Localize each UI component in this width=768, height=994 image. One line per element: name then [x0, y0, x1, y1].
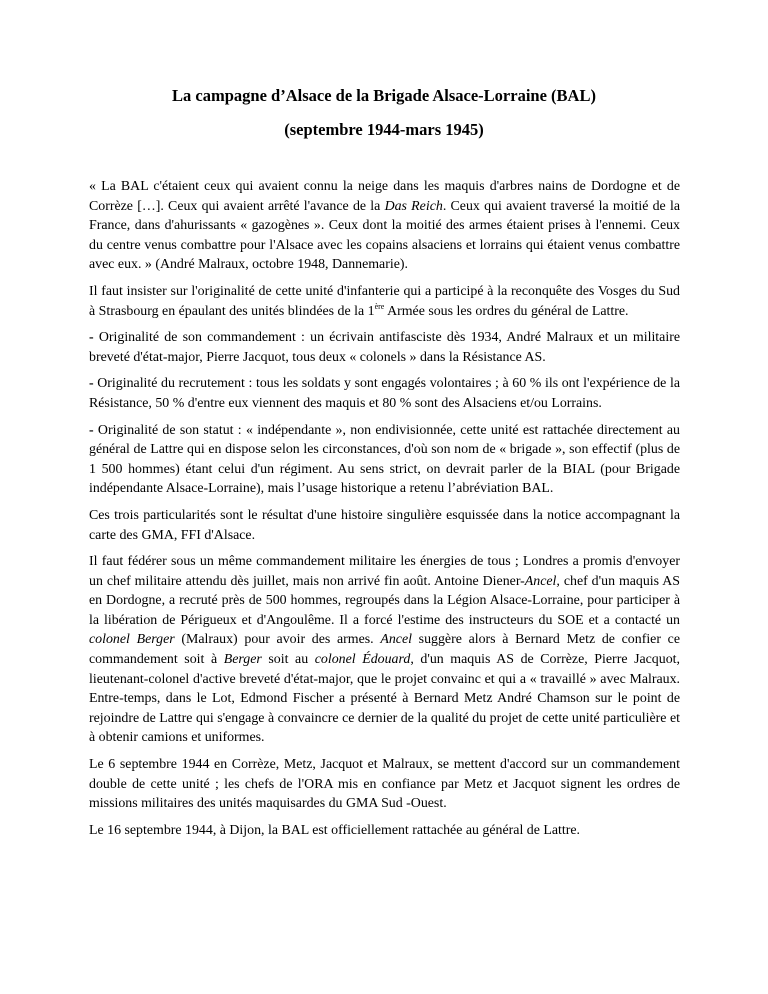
text-run: « La BAL c'étaient ceux qui avaient connu la neige dans les maquis d'arbres nains de Dordogne et de Corrèze […]. Ceux qui avaient arrêté l'avance de la — [89, 179, 680, 214]
text-run: , d'un maquis AS de Corrèze, Pierre Jacquot, lieutenant-colonel d'active breveté d'état-major, que le projet convainc et qui a « travaillé » avec Malraux. Entre-temps, dans le Lot, Edmond Fischer a présenté à Bernard Metz André Chamson sur le point de rejoindre de Lattre qui s'engage à convaincre ce dernier de la qualité du projet de cette unité particulière et à obtenir camions et uniformes. — [89, 652, 680, 746]
text-run: Originalité du recrutement : tous les soldats y sont engagés volontaires ; à 60 % ils ont l'expérience de la Résistance, 50 % d'entre eux viennent des maquis et 80 % sont des Alsaciens et/ou Lorrains. — [89, 376, 680, 411]
paragraph-16-septembre: Le 16 septembre 1944, à Dijon, la BAL est officiellement rattachée au général de Lattre. — [89, 822, 580, 838]
text-run: Originalité de son statut : « indépendante », non endivisionnée, cette unité est rattachée directement au général de Lattre qui en dispose selon les circonstances, d'où son nom de « brigade », son effectif (plus de 1 500 hommes) étant celui d'un régiment. Au sens strict, on devrait parler de la BIAL (pour Brigade indépendante Alsace-Lorraine), mais l’usage historique a retenu l’abréviation BAL. — [89, 422, 680, 497]
text-run: soit au — [261, 652, 315, 668]
paragraph-originalite-intro — [89, 282, 680, 321]
text-run: Il faut fédérer sous un même commandement militaire les énergies de tous ; Londres a promis d'envoyer un chef militaire attendu dès juillet, mais non arrivé fin août. Antoine Diener- — [89, 554, 680, 589]
text-run: . Ceux qui avaient traversé la moitié de la France, dans d'ahurissants « gazogènes ». Ceux dont la moitié des armes étaient prises à l'ennemi. Ceux du centre venus combattre pour l'Alsace avec les copains alsaciens et lorrains qui étaient venus combattre avec eux. » (André Malraux, octobre 1948, Dannemarie). — [89, 198, 680, 273]
document-subtitle-dates: (septembre 1944-mars 1945) — [284, 120, 484, 139]
superscript-ere: ère — [374, 301, 385, 311]
italic-colonel-berger: colonel Berger — [89, 632, 175, 648]
paragraph-federer — [89, 552, 680, 748]
paragraph-malraux-quote — [89, 177, 680, 275]
text-run: (Malraux) pour avoir des armes. — [174, 632, 381, 648]
text-run: chef d'un maquis AS en Dordogne, a recruté près de 500 hommes, regroupés dans la Légion Alsace-Lorraine, pour participer à la libération de Périgueux et d'Angoulême. Il a forcé l'estime des instructeurs du SOE et a contacté un — [89, 573, 681, 628]
paragraph-recrutement — [89, 374, 680, 413]
paragraph-6-septembre: Le 6 septembre 1944 en Corrèze, Metz, Jacquot et Malraux, se mettent d'accord sur un commandement double de cette unité ; les chefs de l'ORA mis en confiance par Metz et Jacquot signent les ordres de missions militaires des unités maquisardes du GMA Sud -Ouest. — [89, 757, 680, 812]
paragraph-statut — [89, 421, 680, 499]
text-run: Originalité de son commandement : un écrivain antifasciste dès 1934, André Malraux et un militaire breveté d'état-major, Pierre Jacquot, tous deux « colonels » dans la Résistance AS. — [89, 330, 680, 365]
paragraph-commandement — [89, 328, 680, 367]
bullet-dash: - — [89, 330, 94, 346]
italic-das-reich: Das Reich — [384, 198, 443, 214]
bullet-dash: - — [89, 376, 94, 392]
document-title: La campagne d’Alsace de la Brigade Alsace-Lorraine (BAL) — [172, 86, 596, 105]
text-run: suggère alors à Bernard Metz de confier ce commandement soit à — [89, 632, 680, 668]
document-body — [89, 177, 680, 847]
text-run: Armée sous les ordres du général de Lattre. — [384, 303, 629, 319]
bullet-dash: - — [89, 422, 94, 438]
italic-colonel-edouard: colonel Édouard — [314, 652, 411, 668]
italic-ancel: Ancel, — [524, 573, 560, 589]
italic-ancel: Ancel — [380, 632, 412, 648]
italic-berger: Berger — [223, 652, 262, 668]
paragraph-particularites: Ces trois particularités sont le résultat d'une histoire singulière esquissée dans la notice accompagnant la carte des GMA, FFI d'Alsace. — [89, 507, 680, 543]
text-run: Il faut insister sur l'originalité de cette unité d'infanterie qui a participé à la reconquête des Vosges du Sud à Strasbourg en épaulant des unités blindées de la 1 — [89, 283, 680, 319]
